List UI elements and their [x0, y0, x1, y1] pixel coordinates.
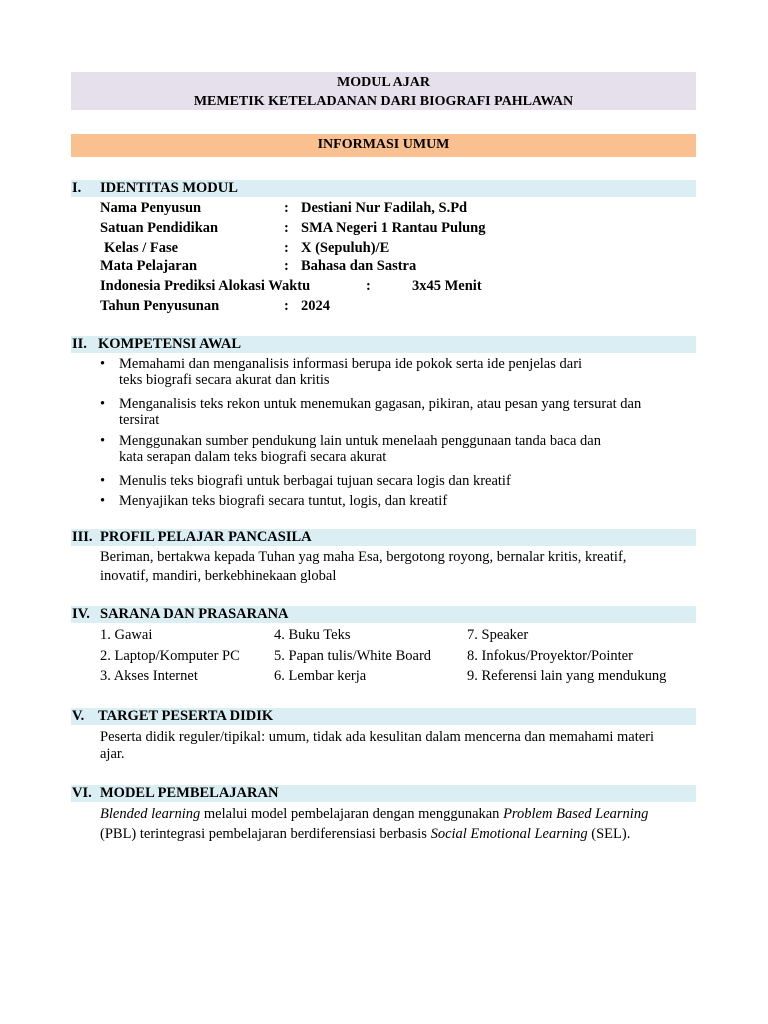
- emphasis-text: Problem Based Learning: [503, 806, 649, 822]
- list-item-line: Menulis teks biografi untuk berbagai tujuan secara logis dan kreatif: [119, 473, 511, 489]
- identity-table: [71, 197, 696, 317]
- section-title: SARANA DAN PRASARANA: [100, 606, 289, 622]
- separator: :: [284, 240, 289, 256]
- bullet-icon: •: [100, 396, 106, 412]
- section-number: VI.: [72, 785, 92, 801]
- section-header: [71, 785, 696, 802]
- value-tahun-penyusunan: 2024: [301, 298, 330, 314]
- body-line: inovatif, mandiri, berkebhinekaan global: [100, 568, 337, 584]
- section-title: TARGET PESERTA DIDIK: [98, 708, 274, 724]
- facility-item: 8. Infokus/Proyektor/Pointer: [467, 648, 633, 664]
- value-satuan-pendidikan: SMA Negeri 1 Rantau Pulung: [301, 220, 486, 236]
- bullet-icon: •: [100, 356, 106, 372]
- separator: :: [284, 200, 289, 216]
- body-text: (SEL).: [587, 826, 631, 842]
- bullet-icon: •: [100, 473, 106, 489]
- emphasis-text: Social Emotional Learning: [430, 826, 588, 842]
- facility-item: 1. Gawai: [100, 627, 153, 643]
- body-text: (PBL) terintegrasi pembelajaran berdiferensiasi berbasis: [100, 826, 431, 842]
- label-nama-penyusun: Nama Penyusun: [100, 200, 202, 216]
- facilities-grid: [71, 623, 696, 685]
- label-tahun-penyusunan: Tahun Penyusunan: [100, 298, 220, 314]
- value-kelas-fase: X (Sepuluh)/E: [301, 240, 390, 256]
- separator: :: [366, 278, 371, 294]
- section-number: II.: [72, 336, 87, 352]
- info-section-title: INFORMASI UMUM: [71, 134, 696, 157]
- body-line: ajar.: [100, 746, 125, 762]
- section-model-pembelajaran: [71, 785, 696, 842]
- section-identitas-modul: [71, 180, 696, 317]
- list-item-line: Menyajikan teks biografi secara tuntut, logis, dan kreatif: [119, 493, 448, 509]
- separator: :: [284, 298, 289, 314]
- label-satuan-pendidikan: Satuan Pendidikan: [100, 220, 219, 236]
- section-number: III.: [72, 529, 93, 545]
- competency-list: [71, 353, 696, 513]
- section-profil-pelajar-pancasila: [71, 529, 696, 586]
- facility-item: 7. Speaker: [467, 627, 529, 643]
- body-text: melalui model pembelajaran dengan menggunakan: [200, 806, 504, 822]
- facility-item: 4. Buku Teks: [274, 627, 351, 643]
- emphasis-text: Blended learning: [100, 806, 201, 822]
- section-body: [71, 725, 696, 765]
- section-header: [71, 336, 696, 353]
- label-mata-pelajaran: Mata Pelajaran: [100, 258, 198, 274]
- section-number: V.: [72, 708, 85, 724]
- bullet-icon: •: [100, 493, 106, 509]
- value-mata-pelajaran: Bahasa dan Sastra: [301, 258, 417, 274]
- value-nama-penyusun: Destiani Nur Fadilah, S.Pd: [301, 200, 468, 216]
- list-item-line: Menganalisis teks rekon untuk menemukan gagasan, pikiran, atau pesan yang tersurat dan: [119, 396, 642, 412]
- facility-item: 2. Laptop/Komputer PC: [100, 648, 240, 664]
- body-line: Beriman, bertakwa kepada Tuhan yag maha Esa, bergotong royong, bernalar kritis, kreatif,: [100, 549, 627, 565]
- facility-item: 3. Akses Internet: [100, 668, 198, 684]
- section-body: [71, 802, 696, 842]
- body-line: [100, 826, 630, 842]
- section-body: [71, 546, 696, 586]
- section-header: [71, 708, 696, 725]
- facility-item: 5. Papan tulis/White Board: [274, 648, 432, 664]
- section-title: KOMPETENSI AWAL: [98, 336, 242, 352]
- bullet-icon: •: [100, 433, 106, 449]
- section-kompetensi-awal: [71, 336, 696, 513]
- list-item-line: Memahami dan menganalisis informasi berupa ide pokok serta ide penjelas dari: [119, 356, 583, 372]
- section-sarana-prasarana: [71, 606, 696, 685]
- module-title-box: [71, 72, 696, 110]
- section-number: IV.: [72, 606, 90, 622]
- facility-item: 9. Referensi lain yang mendukung: [467, 668, 667, 684]
- module-title-line1: MODUL AJAR: [337, 75, 430, 90]
- section-header: [71, 606, 696, 623]
- list-item-line: teks biografi secara akurat dan kritis: [119, 372, 330, 388]
- facility-item: 6. Lembar kerja: [274, 668, 367, 684]
- section-header: [71, 529, 696, 546]
- value-alokasi-waktu: 3x45 Menit: [412, 278, 482, 294]
- list-item-line: Menggunakan sumber pendukung lain untuk menelaah penggunaan tanda baca dan: [119, 433, 601, 449]
- separator: :: [284, 220, 289, 236]
- section-title: MODEL PEMBELAJARAN: [100, 785, 279, 801]
- list-item-line: tersirat: [119, 412, 160, 428]
- label-alokasi-waktu: Indonesia Prediksi Alokasi Waktu: [100, 278, 311, 294]
- module-title-line2: MEMETIK KETELADANAN DARI BIOGRAFI PAHLAWAN: [193, 94, 574, 109]
- body-line: [100, 806, 648, 822]
- body-line: Peserta didik reguler/tipikal: umum, tidak ada kesulitan dalam mencerna dan memahami materi: [100, 729, 655, 745]
- section-title: IDENTITAS MODUL: [100, 180, 238, 196]
- section-number: I.: [72, 180, 82, 196]
- section-header: [71, 180, 696, 197]
- label-kelas-fase: Kelas / Fase: [104, 240, 179, 256]
- separator: :: [284, 258, 289, 274]
- section-title: PROFIL PELAJAR PANCASILA: [100, 529, 312, 545]
- list-item-line: kata serapan dalam teks biografi secara akurat: [119, 449, 387, 465]
- section-target-peserta-didik: [71, 708, 696, 765]
